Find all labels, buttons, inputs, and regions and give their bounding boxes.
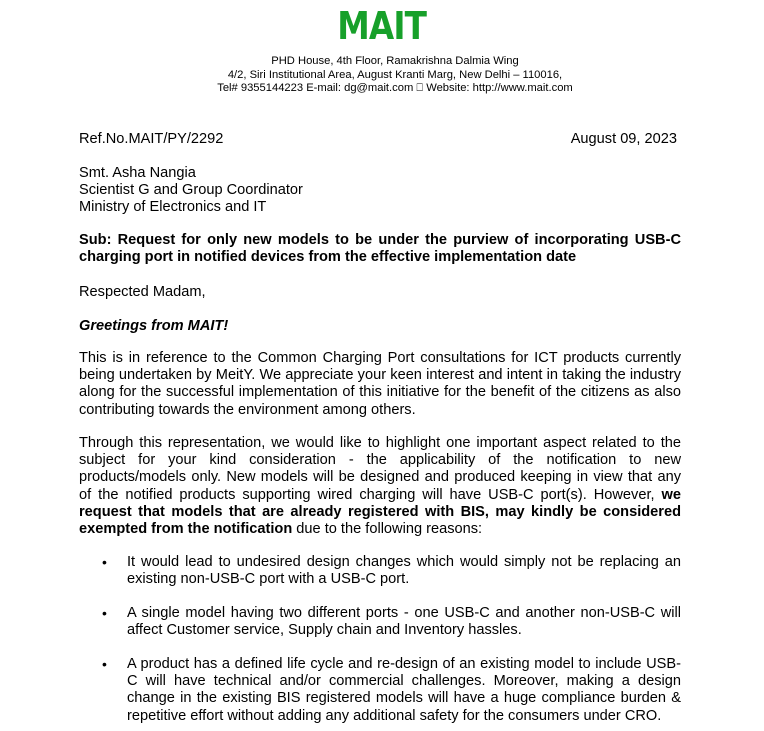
greeting: Greetings from MAIT! <box>79 318 229 334</box>
body-paragraph-2 <box>79 435 681 538</box>
subject-line: Sub: Request for only new models to be under the purview of incorporating USB-C charging port in notified devices from the effective implementation date <box>79 232 681 266</box>
addressee-block <box>79 165 303 216</box>
reference-row <box>79 131 677 148</box>
address-line-2: 4/2, Siri Institutional Area, August Kranti Marg, New Delhi – 110016, <box>227 68 563 81</box>
addressee-designation: Scientist G and Group Coordinator <box>79 182 303 198</box>
bullet-dot-icon: • <box>102 554 107 570</box>
bullet-text: A single model having two different ports - one USB-C and another non-USB-C will affect Customer service, Supply chain and Inventory hassles. <box>127 605 681 639</box>
bullet-dot-icon: • <box>102 656 107 672</box>
letterhead-address <box>0 55 764 96</box>
letterhead-logo-container <box>0 4 764 48</box>
reference-number: Ref.No.MAIT/PY/2292 <box>79 131 224 147</box>
paragraph-2-text: Through this representation, we would like to highlight one important aspect related to the subject for your kind consideration - the applicability of the notification to new products/models only. New models will be designed and produced keeping in view that any of the notified products supporting wired charging will have USB-C port(s). However, <box>79 435 681 503</box>
mait-logo: MAIT <box>337 4 427 48</box>
addressee-name: Smt. Asha Nangia <box>79 165 196 181</box>
body-paragraph-1: This is in reference to the Common Charging Port consultations for ICT products currently being undertaken by MeitY. We appreciate your keen interest and intent in taking the industry along for the successful implementation of this initiative for the benefit of the citizens as also contributing towards the environment among others. <box>79 350 681 418</box>
bullet-text: It would lead to undesired design changes which would simply not be replacing an existing non-USB-C port with a USB-C port. <box>127 554 681 588</box>
bullet-dot-icon: • <box>102 605 107 621</box>
salutation: Respected Madam, <box>79 284 206 300</box>
bullet-text: A product has a defined life cycle and re-design of an existing model to include USB-C will have technical and/or commercial challenges. Moreover, making a design change in the existing BIS registered models will have a huge compliance burden & repetitive effort without adding any additional safety for the consumers under CRO. <box>127 656 681 724</box>
paragraph-2-ending: due to the following reasons: <box>292 521 483 538</box>
address-line-1: PHD House, 4th Floor, Ramakrishna Dalmia Wing <box>271 55 519 67</box>
contact-line: Tel# 9355144223 E-mail: dg@mait.com ⎕ Website: http://www.mait.com <box>217 82 573 94</box>
addressee-organization: Ministry of Electronics and IT <box>79 199 267 215</box>
letter-date: August 09, 2023 <box>570 131 677 147</box>
paragraph-2-bold-request: we request that models that are already registered with BIS, may kindly be considered exempted from the notification <box>79 486 681 538</box>
